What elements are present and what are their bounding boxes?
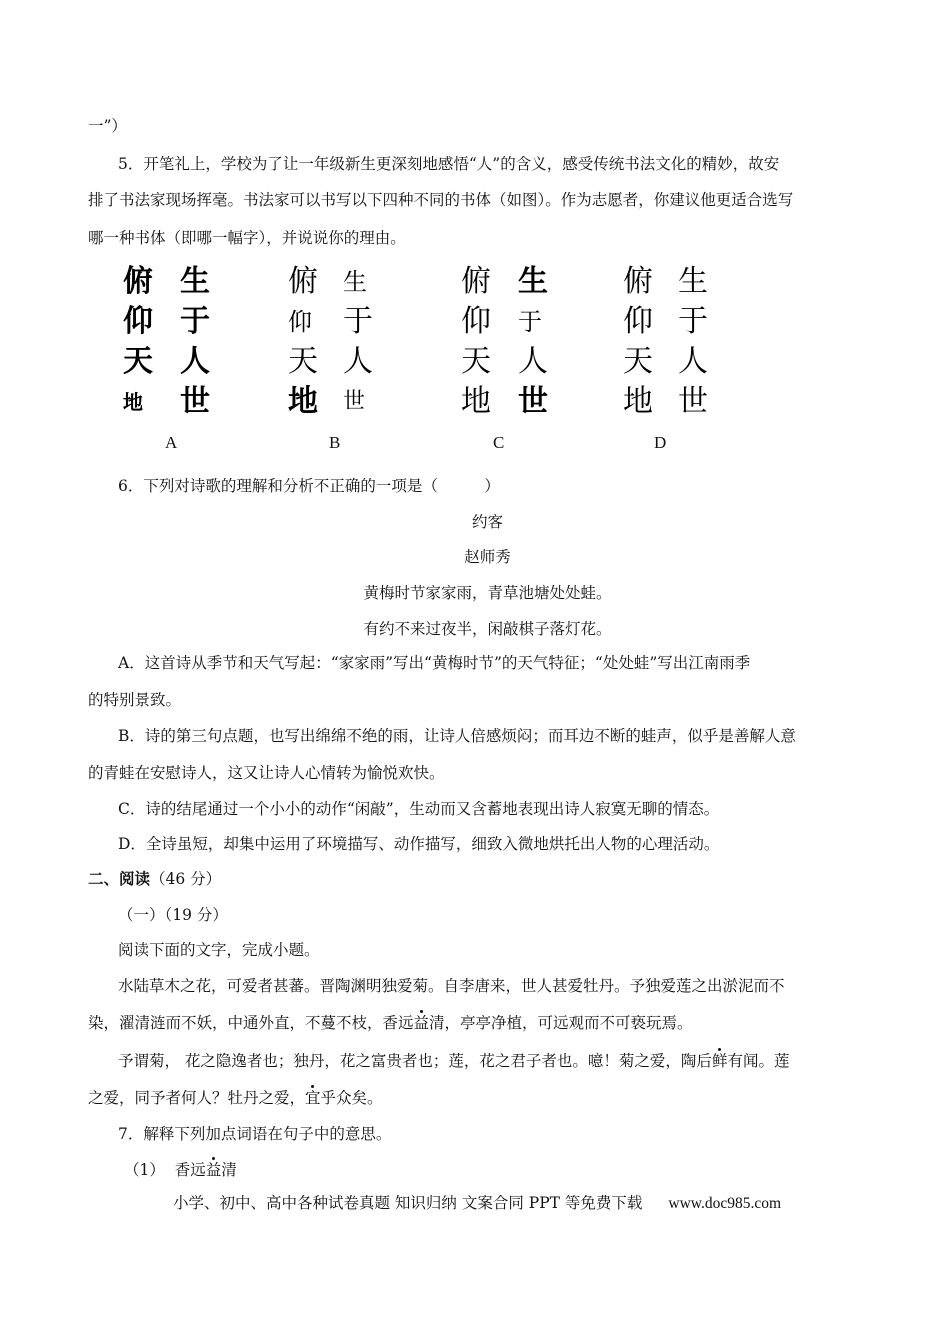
calli-a-char: 生 (180, 264, 210, 299)
passage-text: 有闻。莲 (727, 1052, 790, 1070)
calli-c-char: 地 (461, 384, 491, 419)
calli-a-char: 天 (123, 344, 153, 379)
dotted-char: 益 (205, 1161, 222, 1179)
calli-c-char: 生 (518, 264, 548, 299)
calli-a-char: 地 (123, 390, 143, 414)
calli-c-char: 天 (461, 344, 491, 379)
footer-text: 小学、初中、高中各种试卷真题 知识归纳 文案合同 PPT 等免费下载 (173, 1194, 643, 1212)
section-title: 二、阅读 (88, 869, 151, 888)
calli-b-char: 天 (288, 344, 318, 379)
section-score: （46 分） (150, 870, 222, 888)
calli-a-char: 仰 (123, 304, 153, 339)
passage-text: 染，濯清涟而不妖，中通外直，不蔓不枝，香远 (88, 1014, 414, 1032)
passage-p1-line-2 (88, 1013, 693, 1033)
passage-p1-line-1: 水陆草木之花，可爱者甚蕃。晋陶渊明独爱菊。自李唐来，世人甚爱牡丹。予独爱莲之出淤泥而不 (118, 977, 785, 995)
calli-d-char: 人 (678, 344, 708, 379)
calli-b-char: 俯 (288, 264, 318, 299)
calli-b-char: 生 (343, 268, 367, 296)
calli-b-char: 于 (343, 304, 373, 339)
calli-b-char: 人 (343, 344, 373, 379)
calli-c-char: 俯 (461, 264, 491, 299)
calli-d-char: 地 (623, 384, 653, 419)
calli-a-char: 人 (180, 344, 210, 379)
calligraphy-label-d: D (654, 433, 667, 452)
calli-d-char: 仰 (623, 304, 653, 339)
subsection-heading: （一）（19 分） (118, 906, 228, 924)
item-number: （1） (124, 1161, 165, 1179)
q6-stem: 6．下列对诗歌的理解和分析不正确的一项是（ ） (118, 477, 500, 495)
calligraphy-label-b: B (329, 433, 341, 452)
item-text: 香远 (174, 1161, 206, 1179)
passage-text: 之爱，同予者何人？牡丹之爱， (88, 1089, 306, 1107)
calli-d-char: 世 (678, 384, 708, 419)
passage-p2-line-2 (88, 1088, 383, 1108)
calligraphy-label-a: A (165, 433, 178, 452)
poem-line-2: 有约不来过夜半，闲敲棋子落灯花。 (363, 620, 612, 638)
calli-c-char: 世 (518, 384, 548, 419)
calli-d-char: 俯 (623, 264, 653, 299)
passage-p2-line-1 (118, 1051, 789, 1071)
calli-d-char: 于 (678, 304, 708, 339)
calli-b-char: 世 (343, 389, 366, 414)
option-d: D．全诗虽短，却集中运用了环境描写、动作描写，细致入微地烘托出人物的心理活动。 (118, 835, 720, 853)
section-heading (88, 869, 221, 889)
passage-text: 乎众矣。 (320, 1089, 383, 1107)
dotted-char: 益 (413, 1014, 430, 1032)
option-a-line-1: A．这首诗从季节和天气写起：“家家雨”写出“黄梅时节”的天气特征；“处处蛙”写出江南雨季 (118, 654, 751, 672)
calli-b-char: 仰 (288, 308, 312, 336)
poem-line-1: 黄梅时节家家雨，青草池塘处处蛙。 (363, 584, 612, 602)
option-c: C．诗的结尾通过一个小小的动作“闲敲”，生动而又含蓄地表现出诗人寂寞无聊的情态。 (118, 800, 720, 818)
q7-stem: 7．解释下列加点词语在句子中的意思。 (118, 1125, 392, 1143)
q5-line-1: 5．开笔礼上，学校为了让一年级新生更深刻地感悟“人”的含义，感受传统书法文化的精妙，故安 (118, 155, 780, 173)
footer-url[interactable]: www.doc985.com (668, 1195, 782, 1212)
calligraphy-figure (118, 262, 718, 422)
option-b-line-1: B．诗的第三句点题，也写出绵绵不绝的雨，让诗人倍感烦闷；而耳边不断的蛙声，似乎是善解人意 (118, 727, 796, 745)
calli-c-char: 于 (518, 308, 542, 336)
passage-text: 予谓菊， 花之隐逸者也；独丹，花之富贵者也；莲，花之君子者也。噫！菊之爱，陶后 (118, 1052, 712, 1070)
q7-item-1 (124, 1160, 237, 1180)
option-b-line-2: 的青蛙在安慰诗人，这又让诗人心情转为愉悦欢快。 (88, 764, 445, 782)
calli-c-char: 仰 (461, 304, 491, 339)
passage-text: 清，亭亭净植，可远观而不可亵玩焉。 (429, 1014, 693, 1032)
poem-title: 约客 (471, 513, 503, 531)
calli-a-char: 俯 (123, 264, 153, 299)
calli-d-char: 生 (678, 264, 708, 299)
q5-line-3: 哪一种书体（即哪一幅字），并说说你的理由。 (88, 229, 406, 247)
calli-a-char: 于 (180, 304, 210, 339)
dotted-char: 宜 (305, 1089, 321, 1107)
poem-author: 赵师秀 (464, 548, 511, 566)
calli-c-char: 人 (518, 344, 548, 379)
item-text: 清 (221, 1161, 237, 1179)
continuation-text: 一”） (88, 117, 127, 135)
dotted-char: 鲜 (711, 1052, 728, 1070)
page-footer (173, 1191, 781, 1213)
reading-instruction: 阅读下面的文字，完成小题。 (118, 941, 320, 959)
calli-a-char: 世 (180, 384, 210, 419)
option-a-line-2: 的特别景致。 (88, 691, 182, 709)
calli-d-char: 天 (623, 344, 653, 379)
q5-line-2: 排了书法家现场挥毫。书法家可以书写以下四种不同的书体（如图）。作为志愿者，你建议他更适合选写 (88, 191, 794, 209)
calligraphy-label-c: C (493, 433, 505, 452)
calli-b-char: 地 (288, 384, 318, 419)
